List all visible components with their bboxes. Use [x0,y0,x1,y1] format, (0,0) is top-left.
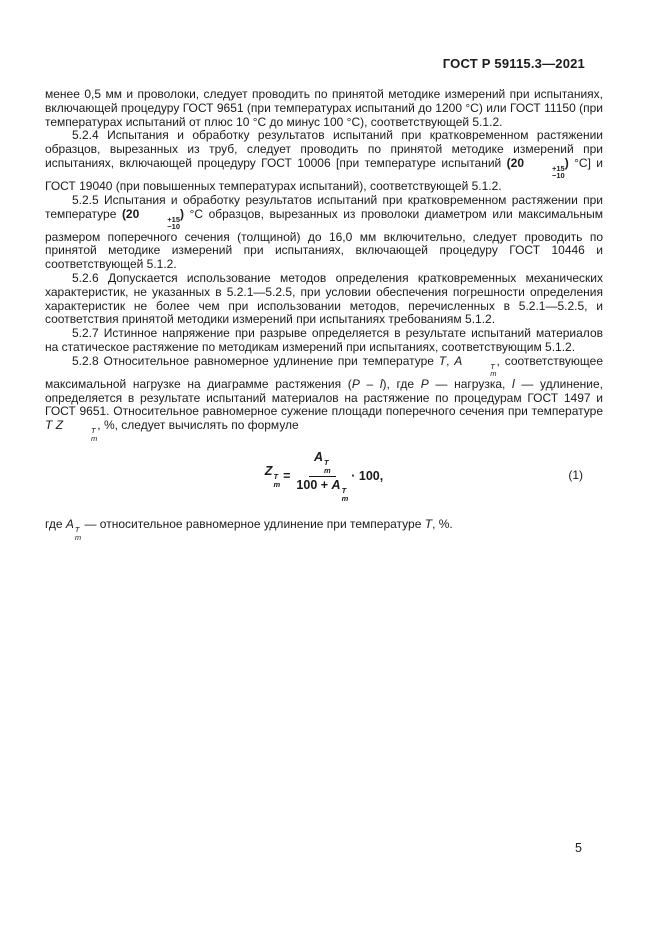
paragraph-where-clause: где A T m — относительное равномерное удлинение при температуре T, %. [45,517,453,542]
paragraph-5-2-5: 5.2.5 Испытания и обработку результатов испытаний при кратковременном растяжении при температуре (20 +15 −10 ) °С образцов, вырезанных из проволоки диаметром или максимальным размером поперечного сечения (толщиной) до 16,0 мм включительно, следует проводить по принятой методике измерений при испытаниях, включающей процедуру ГОСТ 10446 и соответствующей 5.1.2. [45,192,603,272]
formula-fraction [296,451,348,502]
paragraph-5-2-7: 5.2.7 Истинное напряжение при разрыве определяется в результате испытаний материалов на статическое растяжение по методикам измерений при испытаниях, соответствующим 5.1.2. [45,326,603,354]
document-body [45,88,603,541]
paragraph-5-2-4: 5.2.4 Испытания и обработку результатов испытаний при кратковременном растяжении образцов, вырезанных из труб, следует проводить по принятой методике измерений при испытаниях, включающей процедуру ГОСТ 10006 [при температуре испытаний (20 +15 −10 ) °С] и ГОСТ 19040 (при повышенных температурах испытаний), соответствующей 5.1.2. [45,128,604,193]
formula-number: (1) [568,467,583,482]
formula-equals-sign: = [283,468,291,483]
formula-denominator: 100 + A T m [296,478,349,503]
formula-1-row [45,451,603,502]
paragraph-5-2-8: 5.2.8 Относительное равномерное удлинение при температуре T, A T m , соответствующее максимальной нагрузке на диаграмме растяжения (P – l), где P — нагрузка, l — удлинение, определяется в результате испытаний материалов на растяжение по процедурам ГОСТ 1497 и ГОСТ 9651. Относительное равномерное сужение площади поперечного сечения при температуре T Z T m , %, следует вычислять по формуле [45,353,604,443]
formula-1-expression [265,451,383,502]
page-number: 5 [575,841,582,855]
paragraph-continuation: менее 0,5 мм и проволоки, следует проводить по принятой методике измерений при испытаниях, включающей процедуру ГОСТ 9651 (при температурах испытаний до 1200 °С) или ГОСТ 11150 (при температурах испытаний от плюс 10 °С до минус 100 °С), соответствующей 5.1.2. [45,87,603,129]
formula-lhs: Z T m [264,464,281,489]
page-header-standard-number: ГОСТ Р 59115.3—2021 [442,56,585,71]
formula-numerator: A T m [309,451,336,477]
formula-multiplier: · 100, [351,468,384,483]
paragraph-5-2-6: 5.2.6 Допускается использование методов определения кратковременных механических характеристик, не указанных в 5.2.1—5.2.5, при условии обеспечения погрешности определения характеристик не более чем при использовании методов, перечисленных в 5.2.1—5.2.5, и соответствия принятой методики измерений при испытаниях требованиям 5.1.2. [45,270,603,327]
